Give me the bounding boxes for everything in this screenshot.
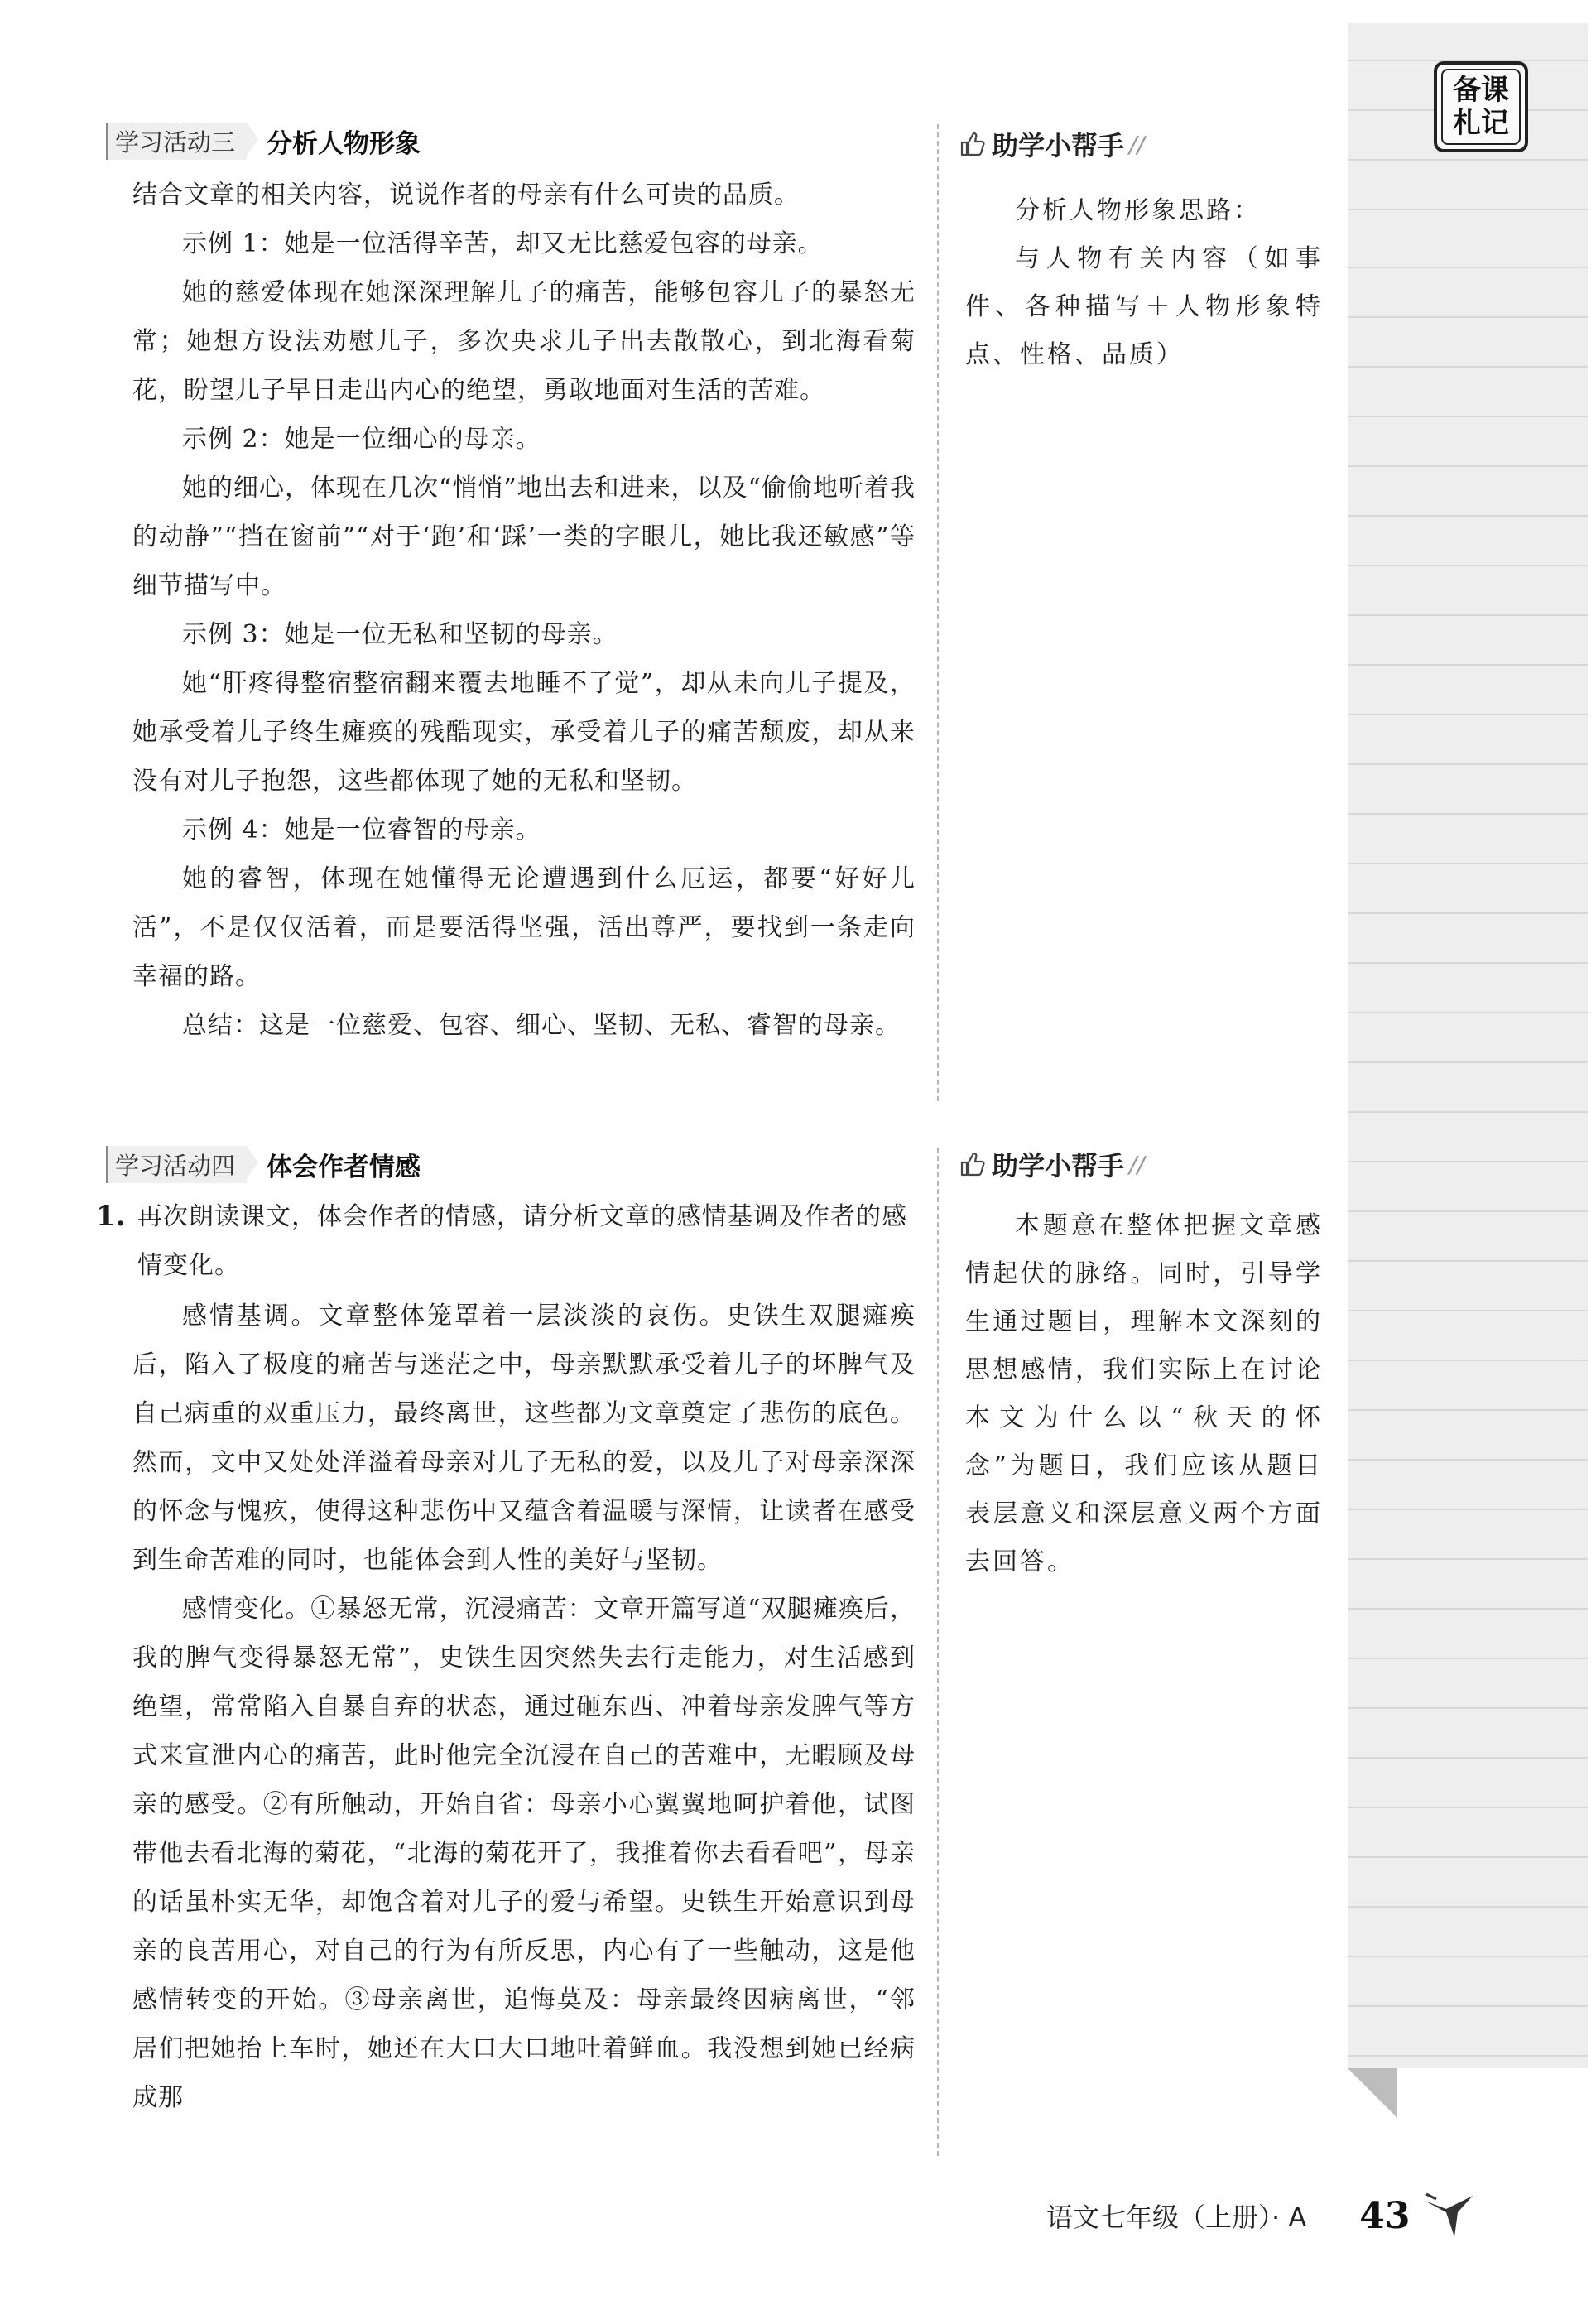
section3-title: 分析人物形象 [267,128,421,159]
example-1-text: 她的慈爱体现在她深深理解儿子的痛苦，能够包容儿子的暴怒无常；她想方设法劝慰儿子，多次央求儿子出去散散心，到北海看菊花，盼望儿子早日走出内心的绝望，勇敢地面对生活的苦难。 [132,278,916,405]
section4-body [132,1292,916,2122]
example-4-text: 她的睿智，体现在她懂得无论遭遇到什么厄运，都要“好好儿活”，不是仅仅活着，而是要活得坚强，活出尊严，要找到一条走向幸福的路。 [132,864,916,991]
page-footer [1046,2191,1479,2240]
section3-summary: 总结：这是一位慈爱、包容、细心、坚韧、无私、睿智的母亲。 [182,1011,901,1040]
thumbs-up-icon [959,130,987,158]
question-number: 1. [96,1200,126,1233]
emotional-change-text: 感情变化。①暴怒无常，沉浸痛苦：文章开篇写道“双腿瘫痪后，我的脾气变得暴怒无常”，史铁生因突然失去行走能力，对生活感到绝望，常常陷入自暴自弃的状态，通过砸东西、冲着母亲发脾气等方式来宣泄内心的痛苦，此时他完全沉浸在自己的苦难中，无暇顾及母亲的感受。②有所触动，开始自省：母亲小心翼翼地呵护着他，试图带他去看北海的菊花，“北海的菊花开了，我推着你去看看吧”，母亲的话虽朴实无华，却饱含着对儿子的爱与希望。史铁生开始意识到母亲的良苦用心，对自己的行为有所反思，内心有了一些触动，这是他感情转变的开始。③母亲离世，追悔莫及：母亲最终因病离世，“邻居们把她抬上车时，她还在大口大口地吐着鲜血。我没想到她已经病成那 [132,1595,916,2112]
section3-header [106,124,421,157]
decorative-arrow-icon [1421,2191,1479,2240]
emotional-tone-text: 感情基调。文章整体笼罩着一层淡淡的哀伤。史铁生双腿瘫痪后，陷入了极度的痛苦与迷茫之中，母亲默默承受着儿子的坏脾气及自己病重的双重压力，最终离世，这些都为文章奠定了悲伤的底色。然而，文中又处处洋溢着母亲对儿子无私的爱，以及儿子对母亲深深的怀念与愧疚，使得这种悲伤中又蕴含着温暖与深情，让读者在感受到生命苦难的同时，也能体会到人性的美好与坚韧。 [132,1302,916,1575]
page-number: 43 [1359,2194,1411,2237]
slash-mark-icon: // [1129,1150,1145,1178]
section3-prompt: 结合文章的相关内容，说说作者的母亲有什么可贵的品质。 [132,180,800,209]
helper1-header [959,126,1145,162]
section3-body [132,171,916,1050]
helper2-text: 本题意在整体把握文章感情起伏的脉络。同时，引导学生通过题目，理解本文深刻的思想感情，我们实际上在讨论本文为什么以“秋天的怀念”为题目，我们应该从题目表层意义和深层意义两个方面去回答。 [965,1211,1323,1576]
helper1-body [965,187,1323,379]
notes-stamp [1434,61,1528,152]
example-1-heading: 示例 1：她是一位活得辛苦，却又无比慈爱包容的母亲。 [182,229,824,258]
notes-stamp-label: 备课 札记 [1441,69,1521,145]
helper1-line-1: 分析人物形象思路： [1015,196,1261,225]
helper1-title: 助学小帮手 [992,130,1125,161]
page-corner-fold [1348,2068,1397,2118]
helper1-line-2: 与人物有关内容（如事件、各种描写＋人物形象特点、性格、品质） [965,244,1323,369]
slash-mark-icon: // [1129,130,1145,158]
helper2-title: 助学小帮手 [992,1150,1125,1181]
column-divider-1 [937,124,939,1101]
example-3-text: 她“肝疼得整宿整宿翻来覆去地睡不了觉”，却从未向儿子提及，她承受着儿子终生瘫痪的残酷现实，承受着儿子的痛苦颓废，却从来没有对儿子抱怨，这些都体现了她的无私和坚韧。 [132,669,916,796]
section4-title: 体会作者情感 [267,1152,421,1182]
thumbs-up-icon [959,1150,987,1178]
section3-tag: 学习活动三 [106,123,247,160]
example-4-heading: 示例 4：她是一位睿智的母亲。 [182,816,541,845]
question-1 [96,1192,916,1290]
section4-header [106,1148,421,1181]
helper2-header [959,1146,1145,1182]
example-3-heading: 示例 3：她是一位无私和坚韧的母亲。 [182,620,618,649]
example-2-text: 她的细心，体现在几次“悄悄”地出去和进来，以及“偷偷地听着我的动静”“挡在窗前”“对于‘跑’和‘踩’一类的字眼儿，她比我还敏感”等细节描写中。 [132,474,916,600]
question-text: 再次朗读课文，体会作者的情感，请分析文章的感情基调及作者的感情变化。 [137,1202,907,1280]
helper2-body [965,1202,1323,1586]
section4-tag: 学习活动四 [106,1146,247,1183]
example-2-heading: 示例 2：她是一位细心的母亲。 [182,425,541,454]
notes-strip [1348,23,1588,2068]
book-title: 语文七年级（上册）· A [1046,2202,1307,2233]
column-divider-2 [937,1148,939,2156]
